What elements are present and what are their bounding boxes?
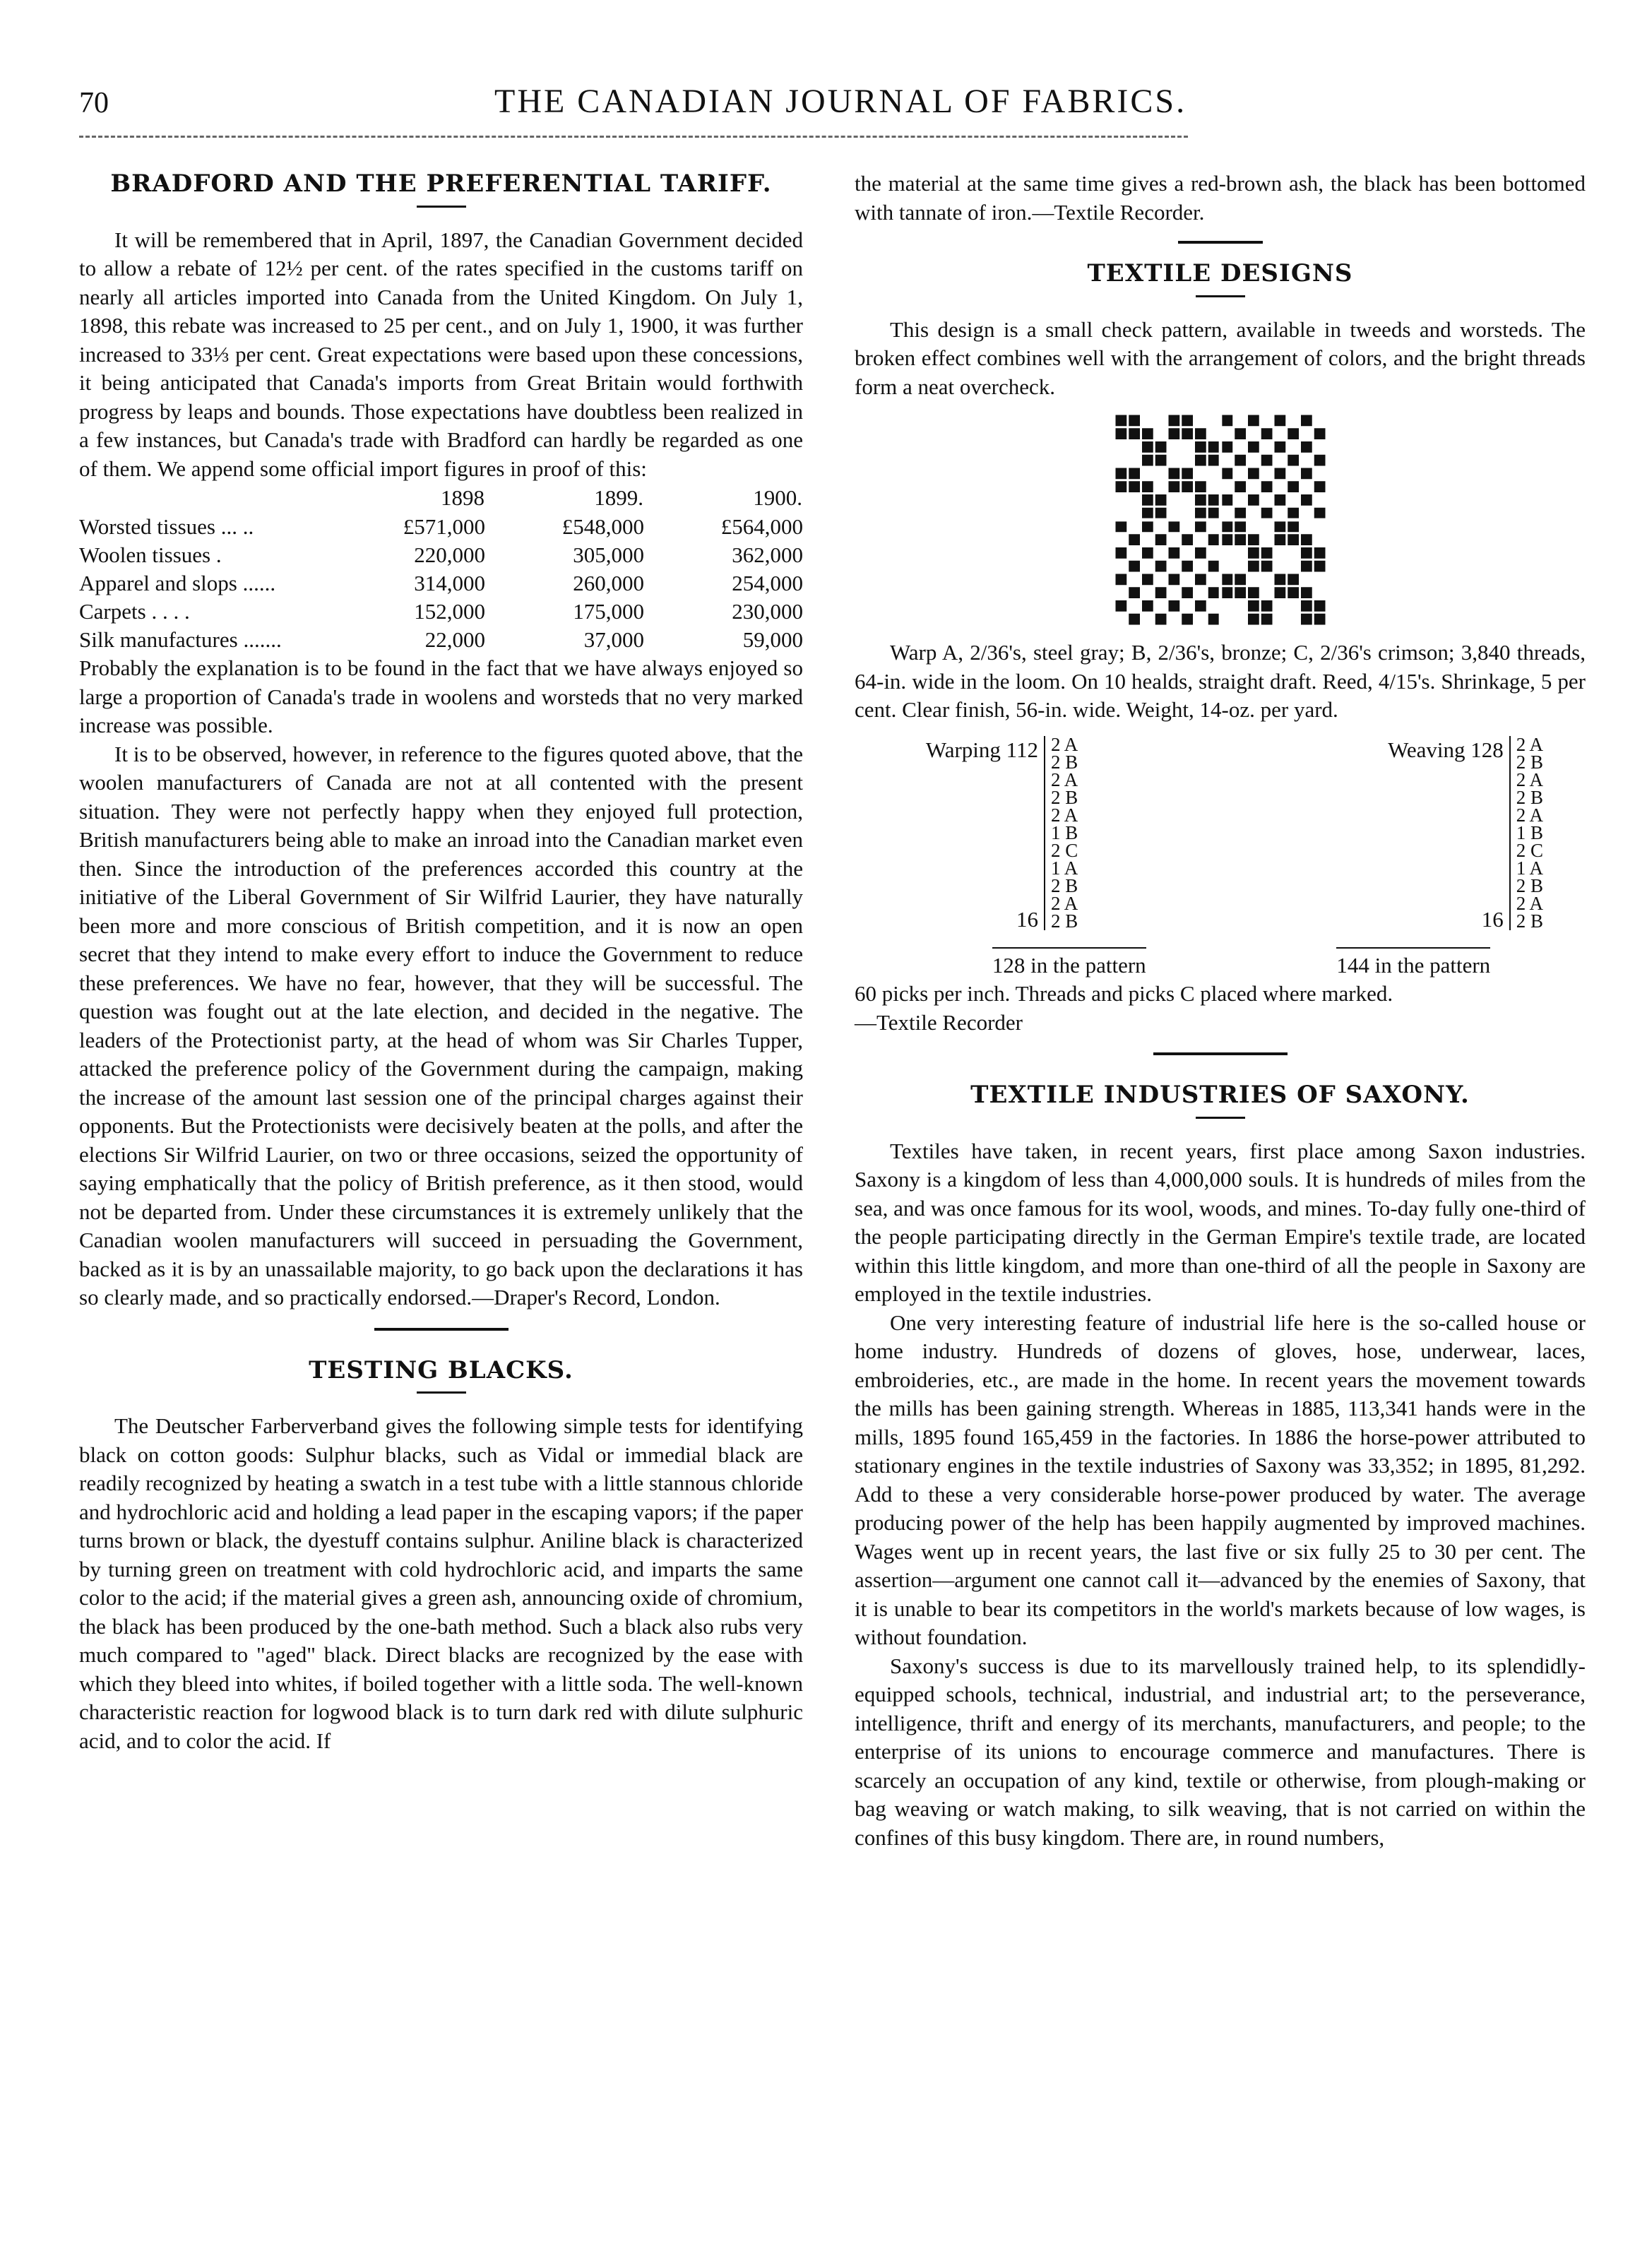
pattern-cell [1168,415,1179,427]
pattern-cell [1248,494,1259,506]
pattern-cell [1274,415,1285,427]
pattern-cell [1208,508,1219,519]
pattern-cell [1129,534,1140,545]
pattern-cell [1182,428,1193,439]
pattern-cell [1248,534,1259,545]
pattern-cell [1182,481,1193,492]
pattern-cell [1274,494,1285,506]
pattern-cell [1301,587,1312,598]
title-rule [1196,1117,1245,1119]
table-row [79,598,803,626]
pattern-cell [1142,428,1153,439]
row-label: Apparel and slops ...... [79,571,276,595]
list-item: 2 C [1051,839,1078,861]
pattern-cell [1288,508,1299,519]
pattern-cell [1168,481,1179,492]
pattern-cell [1142,600,1153,612]
pattern-cell [1288,574,1299,586]
pattern-cell [1208,561,1219,572]
warping-spec [897,733,1078,934]
pattern-cell [1115,600,1126,612]
pattern-cell [1261,600,1272,612]
pattern-cell [1115,415,1126,427]
pattern-cell [1142,481,1153,492]
list-item: 1 B [1516,821,1543,843]
pattern-cell [1182,534,1193,545]
list-item: 2 B [1516,910,1543,932]
designs-paragraph-1: This design is a small check pattern, available in tweeds and worsteds. The broken effect combines well with the arrangement of colors, and the bright threads form a neat overcheck. [855,316,1586,399]
pattern-cell [1288,428,1299,439]
pattern-cell [1221,574,1232,586]
list-item: 2 A [1516,804,1543,826]
pattern-cell [1208,441,1219,453]
pattern-totals [855,947,1586,980]
continued-paragraph: the material at the same time gives a red-brown ash, the black has been bottomed with tannate of iron.—Textile Recorder. [855,171,1586,225]
pattern-cell [1129,468,1140,480]
import-figures-table [79,483,803,654]
pattern-cell [1182,587,1193,598]
pattern-cell [1235,534,1246,545]
pattern-cell [1129,481,1140,492]
pattern-cell [1208,614,1219,625]
cell-value: 175,000 [573,599,644,624]
pattern-cell [1195,600,1206,612]
list-item: 2 B [1051,786,1078,808]
pattern-cell [1195,574,1206,586]
pattern-cell [1274,574,1285,586]
list-item: 2 A [1051,804,1078,826]
pattern-cell [1195,481,1206,492]
pattern-cell [1288,587,1299,598]
pattern-cell [1142,547,1153,559]
list-item: 2 B [1516,786,1543,808]
cell-value: 305,000 [573,542,644,567]
cell-value: 230,000 [732,599,803,624]
pattern-cell [1208,494,1219,506]
pattern-cell [1248,600,1259,612]
pattern-cell [1195,441,1206,453]
list-item: 1 A [1051,857,1078,879]
pattern-cell [1142,508,1153,519]
list-item: 2 A [1051,768,1078,790]
pattern-cell [1129,415,1140,427]
section-separator [1178,241,1263,244]
pattern-cell [1129,614,1140,625]
pattern-cell [1208,455,1219,466]
pattern-cell [1314,455,1325,466]
bradford-paragraph-1: It will be remembered that in April, 1897, the Canadian Government decided to allow a rebate of 12½ per cent. of the rates specified in the customs tariff on nearly all articles imported into Canada from the United Kingdom. On July 1, 1898, this rebate was increased to 25 per cent., and on July 1, 1900, it was further increased to 33⅓ per cent. Great expectations were based upon these concessions, it being anticipated that Canada's imports from Great Britain would forthwith progress by leaps and bounds. Those expectations have doubtless been realized in a few instances, but Canada's trade with Bradford can hardly be regarded as one of them. We append some official import figures in proof of this: [79,227,803,481]
pattern-cell [1129,561,1140,572]
warping-sub-label: 16 [1016,907,1038,932]
pattern-cell [1168,468,1179,480]
pattern-cell [1155,614,1166,625]
pattern-cell [1182,468,1193,480]
pattern-cell [1115,521,1126,533]
pattern-cell [1168,547,1179,559]
cell-value: 37,000 [583,627,644,652]
saxony-paragraph-3: Saxony's success is due to its marvellously trained help, to its splendidly-equipped schools, technical, industrial, and industrial art; to the perseverance, intelligence, thrift and energy of its merchants, manufacturers, and people; to the enterprise of its unions to encourage commerce and manufactures. There is scarcely an occupation of any kind, textile or otherwise, from plough-making or bag weaving or watch making, to silk weaving, that is not carried on within the confines of this busy kingdom. There are, in round numbers, [855,1653,1586,1850]
pattern-cell [1301,494,1312,506]
pattern-cell [1301,561,1312,572]
cell-value: 152,000 [414,599,485,624]
weaving-sub-label: 16 [1481,907,1504,932]
pattern-cell [1115,547,1126,559]
pattern-cell [1235,508,1246,519]
list-item: 1 A [1516,857,1543,879]
section-separator [1153,1052,1288,1055]
pattern-cell [1208,534,1219,545]
pattern-cell [1221,494,1232,506]
bradford-title: BRADFORD AND THE PREFERENTIAL TARIFF. [110,170,772,198]
table-header-row [79,483,803,513]
pattern-cell [1301,441,1312,453]
right-column [855,170,1586,1852]
pattern-cell [1261,614,1272,625]
list-item: 2 B [1051,874,1078,896]
warping-total: 128 in the pattern [992,947,1146,980]
pattern-cell [1248,587,1259,598]
draft-specifications [855,733,1586,934]
pattern-cell [1221,468,1232,480]
bradford-paragraph-3: It is to be observed, however, in reference to the figures quoted above, that the woolen manufacturers of Canada are not at all contented with the present situation. They were not perfectly happy when they enjoyed full protection, British manufacturers being able to make an inroad into the Canadian market even then. Since the introduction of the preferences accorded this country at the initiative of the Liberal Government of Sir Wilfrid Laurier, they have naturally been more and more conscious of British competition, and it is now an open secret that they intend to make every effort to induce the Government to reduce these preferences. We have no fear, however, that they will be successful. The question was fought out at the late election, and decided in the negative. The leaders of the Protectionist party, at the head of whom was Sir Charles Tupper, attacked the preference policy of the Government during the campaign, making the increase of the amount last session one of the principal charges against their opponents. But the Protectionists were decisively beaten at the polls, and after the elections Sir Wilfrid Laurier, on two or three occasions, seized the opportunity of saying emphatically that the policy of British preference, as it then stood, would not be departed from. Under these circumstances it is extremely unlikely that the Canadian woolen manufacturers will succeed in persuading the Government, backed as it is by an unassailable majority, to go back upon the declarations it has so clearly made, and so practically endorsed.—Draper's Record, London. [79,741,803,1310]
pattern-cell [1155,455,1166,466]
list-item: 2 A [1051,892,1078,914]
pattern-cell [1129,428,1140,439]
pattern-cell [1182,415,1193,427]
pattern-cell [1195,508,1206,519]
pattern-cell [1235,574,1246,586]
pattern-cell [1314,547,1325,559]
list-item: 2 A [1516,768,1543,790]
pattern-cell [1182,561,1193,572]
list-item: 2 C [1516,839,1543,861]
pattern-cell [1248,614,1259,625]
pattern-cell [1155,561,1166,572]
pattern-cell [1288,521,1299,533]
pattern-cell [1221,587,1232,598]
table-row [79,569,803,598]
cell-value: 314,000 [414,571,485,595]
pattern-cell [1155,534,1166,545]
title-rule [417,1391,466,1394]
list-item: 2 B [1516,874,1543,896]
pattern-cell [1142,494,1153,506]
cell-value: 362,000 [732,542,803,567]
pattern-cell [1235,521,1246,533]
header-rule [79,136,1188,138]
journal-title: THE CANADIAN JOURNAL OF FABRICS. [494,83,1187,120]
row-label: Carpets . . . . [79,599,190,624]
pattern-cell [1274,534,1285,545]
pattern-cell [1129,587,1140,598]
pattern-cell [1248,561,1259,572]
saxony-paragraph-1: Textiles have taken, in recent years, first place among Saxon industries. Saxony is a kingdom of less than 4,000,000 souls. It is hundreds of miles from the sea, and was once famous for its wool, woods, and mines. To-day fully one-third of the people participating directly in the German Empire's textile trade, are located within this little kingdom, and more than one-third of all the people in Saxony are employed in the textile industries. [855,1138,1586,1306]
cell-value: 220,000 [414,542,485,567]
pattern-cell [1235,455,1246,466]
section-separator [374,1328,509,1331]
weaving-label: Weaving 128 [1388,737,1504,762]
cell-value: 260,000 [573,571,644,595]
pattern-cell [1261,561,1272,572]
pattern-cell [1208,587,1219,598]
list-item: 2 A [1051,733,1078,755]
blacks-paragraph-1: The Deutscher Farberverband gives the following simple tests for identifying black on cotton goods: Sulphur blacks, such as Vidal or immedial black are readily recognized by heating a swatch in a test tube with a little stannous chloride and hydrochloric acid and holding a lead paper in the escaping vapors; if the paper turns brown or black, the dyestuff contains sulphur. Aniline black is characterized by turning green on treatment with cold hydrochloric acid, and imparts the same color to the acid; if the material gives a green ash, announcing oxide of chromium, the black has been produced by the one-bath method. Such a black also rubs very much compared to "aged" black. Direct blacks are recognized by the ease with which they bleed into whites, if boiled together with a little soda. The well-known characteristic reaction for logwood black is to turn dark red with dilute sulphuric acid, and to color the acid. If [79,1413,803,1753]
pattern-cell [1195,521,1206,533]
cell-value: £564,000 [720,514,803,539]
pattern-cell [1274,587,1285,598]
pattern-cell [1288,455,1299,466]
designs-note: 60 picks per inch. Threads and picks C placed where marked. [855,981,1393,1006]
pattern-cell [1301,600,1312,612]
pattern-cell [1195,494,1206,506]
pattern-cell [1195,455,1206,466]
left-column [79,170,803,1755]
year-1899: 1899. [594,485,643,510]
pattern-cell [1261,455,1272,466]
row-label: Silk manufactures ....... [79,627,282,652]
warping-label: Warping 112 [925,737,1038,762]
pattern-cell [1142,574,1153,586]
pattern-cell [1115,428,1126,439]
pattern-cell [1248,441,1259,453]
pattern-cell [1301,415,1312,427]
pattern-cell [1142,521,1153,533]
pattern-cell [1168,521,1179,533]
pattern-cell [1182,614,1193,625]
pattern-cell [1235,481,1246,492]
cell-value: 254,000 [732,571,803,595]
pattern-cell [1261,508,1272,519]
pattern-cell [1221,521,1232,533]
bradford-paragraph-2: Probably the explanation is to be found in the fact that we have always enjoyed so large a proportion of Canada's trade in woolens and worsteds that no very marked increase was possible. [79,655,803,737]
designs-paragraph-2: Warp A, 2/36's, steel gray; B, 2/36's, bronze; C, 2/36's crimson; 3,840 threads, 64-in. wide in the loom. On 10 healds, straight draft. Reed, 4/15's. Shrinkage, 5 per cent. Clear finish, 56-in. wide. Weight, 14-oz. per yard. [855,640,1586,722]
row-label: Woolen tissues . [79,542,222,567]
list-item: 2 B [1051,910,1078,932]
row-label: Worsted tissues ... .. [79,514,254,539]
pattern-cell [1301,468,1312,480]
pattern-cell [1248,415,1259,427]
weaving-rows [1509,733,1543,932]
cell-value: £571,000 [403,514,485,539]
title-rule [417,206,466,208]
year-1900: 1900. [753,485,802,510]
pattern-cell [1142,441,1153,453]
pattern-cell [1314,614,1325,625]
pattern-cell [1195,428,1206,439]
pattern-cell [1314,600,1325,612]
weaving-spec [1362,733,1543,934]
pattern-cell [1142,455,1153,466]
pattern-cell [1155,441,1166,453]
weaving-total: 144 in the pattern [1336,947,1490,980]
list-item: 2 A [1516,892,1543,914]
pattern-cell [1274,441,1285,453]
cell-value: £548,000 [561,514,644,539]
designs-source: —Textile Recorder [855,1009,1023,1035]
blacks-title: TESTING BLACKS. [309,1355,573,1384]
table-row [79,513,803,541]
pattern-cell [1221,441,1232,453]
check-pattern-design [1114,414,1326,626]
pattern-cell [1261,481,1272,492]
saxony-paragraph-2: One very interesting feature of industrial life here is the so-called house or home industry. Hundreds of dozens of gloves, hose, underwear, laces, embroideries, etc., are made in the home. In recent years the movement towards the mills has been gaining strength. Whereas in 1885, 113,341 hands were in the mills, 1895 found 165,459 in the factories. In 1886 the horse-power attributed to stationary engines in the textile industries of Saxony was 33,352; in 1895, 81,292. Add to these a very considerable horse-power produced by water. The average producing power of the help has been happily augmented by improved machines. Wages went up in recent years, the last five or six fully 25 to 30 per cent. The assertion—argument one cannot call it—advanced by the enemies of Saxony, that it is unable to bear its competitors in the world's markets because of low wages, is without foundation. [855,1310,1586,1649]
list-item: 2 A [1516,733,1543,755]
pattern-cell [1301,534,1312,545]
pattern-cell [1235,428,1246,439]
pattern-cell [1195,547,1206,559]
warping-rows [1044,733,1078,932]
pattern-cell [1314,428,1325,439]
pattern-cell [1248,547,1259,559]
pattern-cell [1155,494,1166,506]
pattern-cell [1155,508,1166,519]
list-item: 1 B [1051,821,1078,843]
pattern-cell [1168,574,1179,586]
table-row [79,541,803,569]
pattern-cell [1288,534,1299,545]
saxony-title: TEXTILE INDUSTRIES OF SAXONY. [970,1081,1470,1109]
pattern-cell [1248,468,1259,480]
pattern-cell [1288,481,1299,492]
pattern-cell [1261,428,1272,439]
table-row [79,626,803,654]
pattern-cell [1261,547,1272,559]
pattern-cell [1235,587,1246,598]
pattern-cell [1115,468,1126,480]
pattern-cell [1221,415,1232,427]
pattern-cell [1301,547,1312,559]
pattern-cell [1314,481,1325,492]
designs-title: TEXTILE DESIGNS [1087,259,1353,287]
year-1898: 1898 [441,485,484,510]
pattern-cell [1115,574,1126,586]
pattern-cell [1314,508,1325,519]
pattern-cell [1274,521,1285,533]
list-item: 2 B [1516,751,1543,773]
cell-value: 22,000 [424,627,485,652]
pattern-cell [1168,428,1179,439]
pattern-cell [1168,600,1179,612]
pattern-cell [1274,468,1285,480]
pattern-cell [1301,614,1312,625]
page-number: 70 [79,87,109,119]
pattern-cell [1115,481,1126,492]
title-rule [1196,295,1245,297]
list-item: 2 B [1051,751,1078,773]
pattern-cell [1314,561,1325,572]
cell-value: 59,000 [742,627,803,652]
pattern-cell [1155,587,1166,598]
pattern-cell [1221,534,1232,545]
